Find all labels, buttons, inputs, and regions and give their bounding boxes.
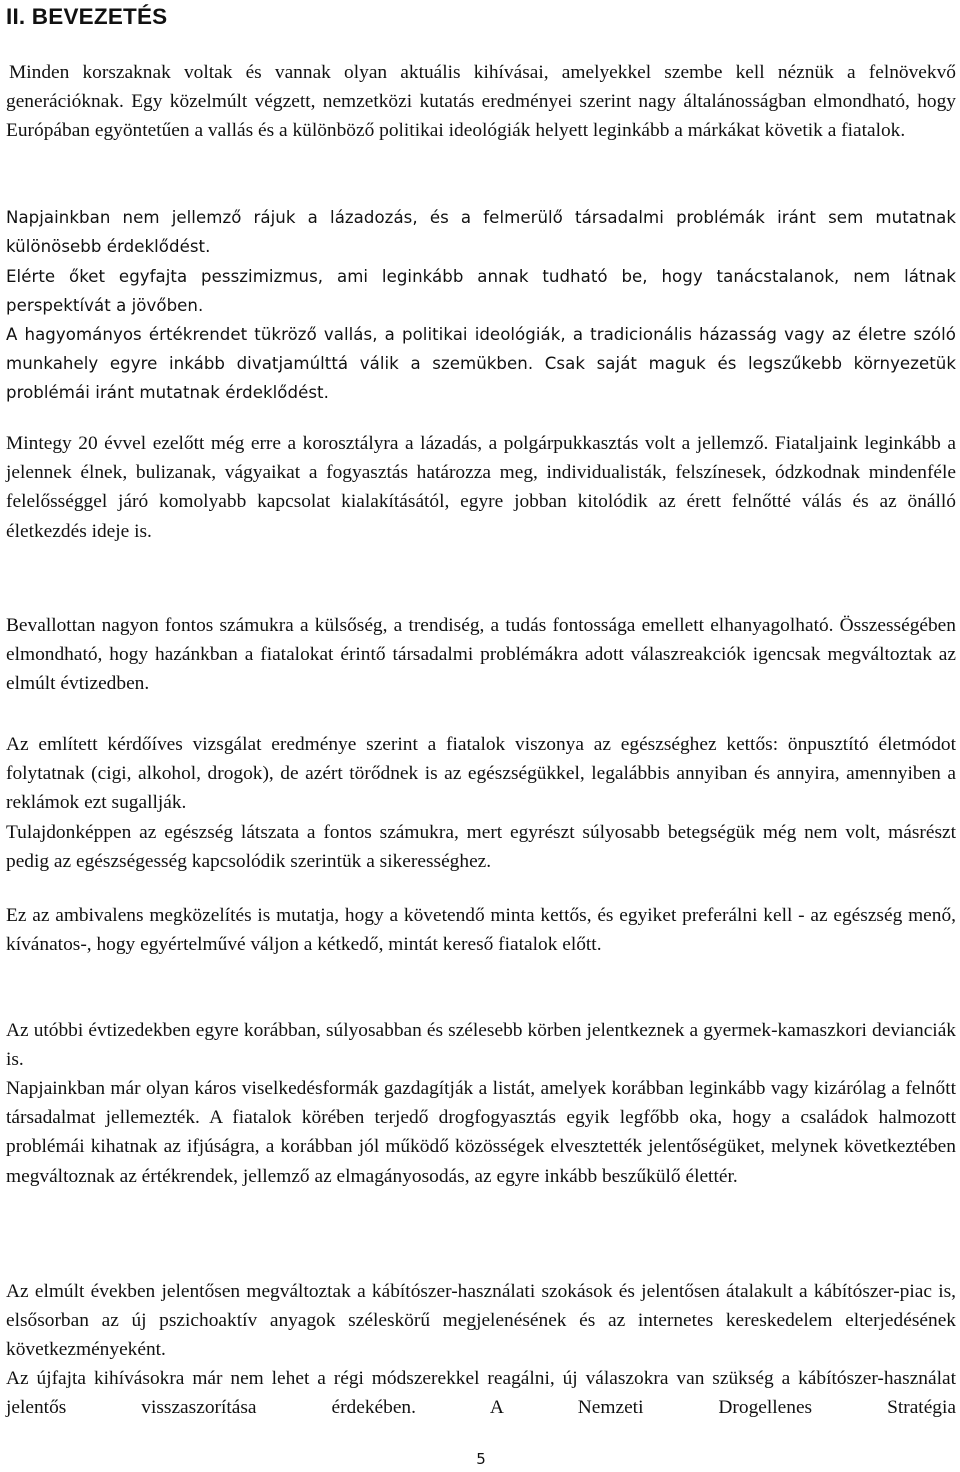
paragraph-traditional-values: A hagyományos értékrendet tükröző vallás, a politikai ideológiák, a tradicionális házasság vagy az életre szóló munkahely egyre inkább divatjamúlttá válik a szemükben. Csak saját maguk és legszűkebb környezetük problémái iránt mutatnak érdeklődést. — [6, 325, 956, 403]
paragraph-new-challenges: Az újfajta kihívásokra már nem lehet a régi módszerekkel reagálni, új válaszokra van szükség a kábítószer-használat jelentős visszaszorítása érdekében. A Nemzeti Drogellenes Stratégia — [6, 1368, 956, 1419]
paragraph-drug-market: Az elmúlt években jelentősen megváltoztak a kábítószer-használati szokások és jelentősen átalakult a kábítószer-piac is, elsősorban az új pszichoaktív anyagok széleskörű megjelenésének és az internetes kereskedelem elterjedésének következményeként. — [6, 1281, 956, 1361]
section-heading: II. BEVEZETÉS — [6, 4, 168, 29]
paragraph-pessimism: Elérte őket egyfajta pesszimizmus, ami leginkább annak tudható be, hogy tanácstalanok, nem látnak perspektívát a jövőben. — [6, 267, 956, 316]
paragraph-intro: Minden korszaknak voltak és vannak olyan aktuális kihívásai, amelyekkel szembe kell néznük a felnövekvő generációknak. Egy közelmúlt végzett, nemzetközi kutatás eredményei szerint nagy általánosságban elmondható, hogy Európában egyöntetűen a vallás és a különböző politikai ideológiák helyett leginkább a márkákat követik a fiatalok. — [6, 62, 956, 142]
paragraph-harmful-behaviour: Napjainkban már olyan káros viselkedésformák gazdagítják a listát, amelyek korábban leginkább vagy kizárólag a felnőtt társadalmat jellemezték. A fiatalok körében terjedő drogfogyasztás egyik legfőbb oka, hogy a családok halmozott problémái kihatnak az ifjúságra, a korábban jól működő közösségek elvesztették jelentőségüket, melynek következtében megváltoznak az értékrendek, jellemző az elmagányosodás, az egyre inkább beszűkülő élettér. — [6, 1078, 956, 1187]
document-page — [6, 0, 956, 1472]
paragraph-twenty-years-ago: Mintegy 20 évvel ezelőtt még erre a korosztályra a lázadás, a polgárpukkasztás volt a jellemző. Fiataljaink leginkább a jelennek élnek, bulizanak, vágyaikat a fogyasztás határozza meg, individualisták, felszínesek, ódzkodnak mindenféle felelősséggel járó komolyabb kapcsolat kialakításától, egyre jobban kitolódik az érett felnőtté válás és az önálló életkezdés ideje is. — [6, 433, 956, 542]
paragraph-health-attitude: Az említett kérdőíves vizsgálat eredménye szerint a fiatalok viszonya az egészséghez kettős: önpusztító életmódot folytatnak (cigi, alkohol, drogok), de azért törődnek is az egészségükkel, legalábbis annyiban és annyira, amennyiben a reklámok ezt sugallják. — [6, 734, 956, 814]
paragraph-health-appearance: Tulajdonképpen az egészség látszata a fontos számukra, mert egyrészt súlyosabb betegségük még nem volt, másrészt pedig az egészségesség kapcsolódik szerintük a sikerességhez. — [6, 822, 956, 873]
paragraph-no-rebellion: Napjainkban nem jellemző rájuk a lázadozás, és a felmerülő társadalmi problémák iránt sem mutatnak különösebb érdeklődést. — [6, 208, 956, 257]
paragraph-ambivalence: Ez az ambivalens megközelítés is mutatja, hogy a követendő minta kettős, és egyiket preferálni kell - az egészség menő, kívánatos-, hogy egyértelművé váljon a kétkedő, mintát kereső fiatalok előtt. — [6, 905, 956, 956]
paragraph-deviance: Az utóbbi évtizedekben egyre korábban, súlyosabban és szélesebb körben jelentkeznek a gyermek-kamaszkori devianciák is. — [6, 1020, 956, 1071]
page-number: 5 — [476, 1450, 486, 1468]
paragraph-appearance: Bevallottan nagyon fontos számukra a külsőség, a trendiség, a tudás fontossága emellett elhanyagolható. Összességében elmondható, hogy hazánkban a fiatalokat érintő társadalmi problémákra adott válaszreakciók igencsak megváltoztak az elmúlt évtizedben. — [6, 615, 956, 695]
